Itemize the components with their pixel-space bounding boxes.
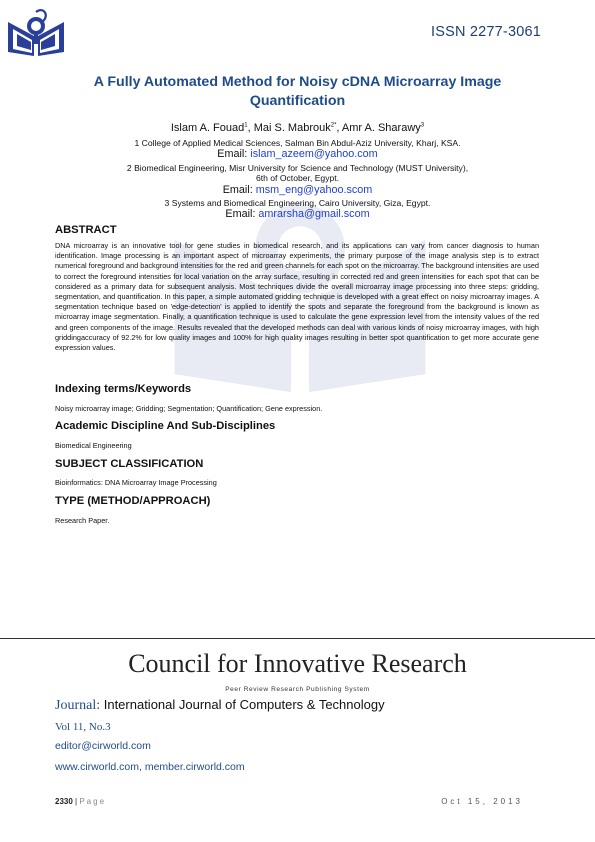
volume-issue: Vol 11, No.3 xyxy=(55,721,111,733)
journal-name: International Journal of Computers & Technology xyxy=(100,697,385,712)
website-links[interactable]: www.cirworld.com, member.cirworld.com xyxy=(55,761,245,773)
affiliation-3: 3 Systems and Biomedical Engineering, Cairo University, Giza, Egypt. xyxy=(164,198,431,208)
peer-review-tagline: Peer Review Research Publishing System xyxy=(225,686,370,693)
subject-classification-text: Bioinformatics: DNA Microarray Image Processing xyxy=(55,478,217,487)
discipline-text: Biomedical Engineering xyxy=(55,441,132,450)
email-link-3[interactable]: amrarsha@gmail.scom xyxy=(258,208,370,220)
paper-title xyxy=(40,73,555,111)
author-3-affiliation: 3 xyxy=(420,122,425,129)
keywords-heading: Indexing terms/Keywords xyxy=(55,383,192,395)
journal-label: Journal: xyxy=(55,698,101,713)
discipline-heading: Academic Discipline And Sub-Disciplines xyxy=(55,420,276,432)
subject-classification-heading: SUBJECT CLASSIFICATION xyxy=(55,458,204,470)
email-line-1 xyxy=(30,148,565,160)
journal-logo-icon xyxy=(4,2,68,60)
title-line-1: A Fully Automated Method for Noisy cDNA Microarray Image xyxy=(93,74,502,90)
type-text: Research Paper. xyxy=(55,516,110,525)
affiliation-2-line-2: 6th of October, Egypt. xyxy=(255,173,340,183)
email-label: Email: xyxy=(225,208,256,220)
email-line-2 xyxy=(30,184,565,196)
abstract-heading: ABSTRACT xyxy=(55,224,117,236)
issn-number: ISSN 2277-3061 xyxy=(430,24,541,40)
editor-email-link[interactable]: editor@cirworld.com xyxy=(55,740,151,752)
page-number-value: 2330 xyxy=(55,797,73,806)
title-line-2: Quantification xyxy=(249,93,346,109)
email-line-3 xyxy=(30,208,565,220)
page-word: Page xyxy=(79,797,107,806)
author-2: , Mai S. Mabrouk xyxy=(247,122,331,134)
author-3: , Amr A. Sharawy xyxy=(336,122,421,134)
author-1-affiliation: 1 xyxy=(244,122,248,129)
journal-line xyxy=(55,697,385,714)
council-name: Council for Innovative Research xyxy=(128,649,467,678)
author-2-affiliation: 2* xyxy=(330,122,337,129)
email-label: Email: xyxy=(217,148,248,160)
abstract-body: DNA microarray is an innovative tool for gene studies in biomedical research, and its applications can vary from cancer diagnosis to human identification. Image processing is an important aspect of microarray experiments, the primary purpose of the image analysis step is to extract numerical foreground and background intensities for the red and green channels for each spot on the microarray. The background intensities are used to correct the foreground intensities for local variation on the array surface, resulting in corrected red and green intensities for each spot that can be considered as a primary data for subsequent analysis. Most techniques divide the overall microarray image processing into three steps: gridding, segmentation, and quantification. In this paper, a simple automated gridding technique is developed with a great effect on noisy microarray images. A segmentation technique based on 'edge-detection' is applied to identify the spots and separate the foreground from the background is known as microarray image segmentation. Finally, a quantification technique is used to calculate the gene expression level from the intensity values of the red and green components of the image. Results revealed that the developed methods can deal with various kinds of noisy microarray images, with high griddingaccuracy of 92.2% for low quality images and 100% for high quality images resulting in better spot quantification to get more accurate gene expression values. xyxy=(55,241,539,353)
affiliation-2-line-1: 2 Biomedical Engineering, Misr University for Science and Technology (MUST University), xyxy=(126,163,469,173)
page-number xyxy=(55,797,106,806)
footer-divider xyxy=(0,638,595,639)
email-link-1[interactable]: islam_azeem@yahoo.com xyxy=(250,148,378,160)
author-1: Islam A. Fouad xyxy=(170,122,245,134)
affiliation-1: 1 College of Applied Medical Sciences, Salman Bin Abdul-Aziz University, Kharj, KSA. xyxy=(134,138,461,148)
keywords-text: Noisy microarray image; Gridding; Segmentation; Quantification; Gene expression. xyxy=(55,404,323,413)
email-label: Email: xyxy=(222,184,253,196)
author-list xyxy=(30,122,565,134)
page-separator: | xyxy=(72,797,80,806)
publication-date: Oct 15, 2013 xyxy=(441,797,523,806)
type-heading: TYPE (METHOD/APPROACH) xyxy=(55,495,211,507)
email-link-2[interactable]: msm_eng@yahoo.scom xyxy=(255,184,373,196)
